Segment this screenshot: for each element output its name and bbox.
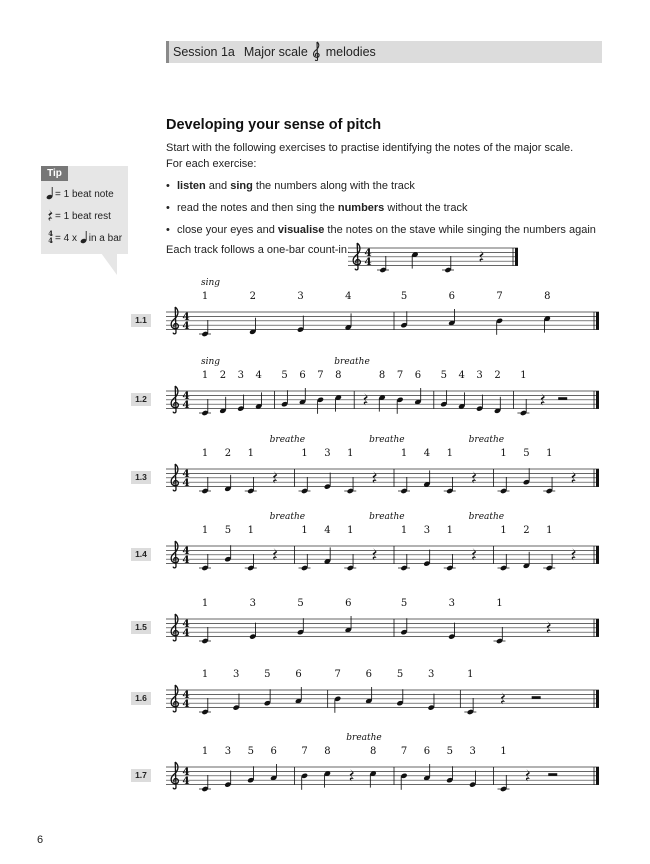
quarter-rest-shape <box>373 471 377 483</box>
quarter-rest-shape <box>547 621 551 633</box>
scale-degree-number: 4 <box>458 370 465 381</box>
instruction-item: • close your eyes and visualise the notes on the stave while singing the numbers again <box>166 222 606 244</box>
performance-direction: breathe <box>269 512 306 522</box>
scale-degree-number: 8 <box>544 291 551 302</box>
scale-degree-number: 1 <box>347 525 354 536</box>
scale-degree-number: 3 <box>427 669 435 680</box>
section-title: Developing your sense of pitch <box>166 117 382 133</box>
performance-direction: breathe <box>369 512 405 522</box>
time-signature-top: 4 <box>182 389 190 402</box>
scale-degree-number: 1 <box>247 448 254 459</box>
scale-degree-number: 5 <box>281 370 288 381</box>
time-signature-bottom: 4 <box>182 698 190 711</box>
scale-degree-number: 8 <box>369 746 377 757</box>
quarter-rest-shape <box>350 769 354 781</box>
scale-degree-number: 7 <box>496 291 503 302</box>
page-number: 6 <box>37 834 44 846</box>
time-signature-top: 4 <box>182 310 190 323</box>
quarter-rest-shape <box>479 250 483 262</box>
exercise-label-1-3: 1.3 <box>131 471 151 484</box>
staff-1.2 <box>166 357 599 416</box>
tip-quarter-rest: = 1 beat rest <box>46 208 111 222</box>
performance-direction: breathe <box>468 512 505 522</box>
quarter-rest <box>572 471 576 483</box>
instruction-item: • listen and sing the numbers along with the track <box>166 178 606 200</box>
tip-time-signature: 4 4 = 4 x in a bar <box>46 230 122 244</box>
scale-degree-number: 1 <box>201 669 209 680</box>
quarter-rest <box>472 548 476 560</box>
scale-degree-number: 3 <box>423 525 431 536</box>
exercise-label-1-5: 1.5 <box>131 621 151 634</box>
session-topic-pre: Major scale <box>243 45 308 59</box>
scale-degree-number: 1 <box>500 746 507 757</box>
half-rest <box>558 397 567 400</box>
time-signature-bottom: 4 <box>182 554 190 567</box>
scale-degree-number: 2 <box>249 291 256 302</box>
scale-degree-number: 1 <box>201 448 209 459</box>
quarter-rest-shape <box>373 548 377 560</box>
scale-degree-number: 1 <box>500 448 507 459</box>
quarter-rest-shape <box>541 393 545 405</box>
exercise-label-1-4: 1.4 <box>131 548 151 561</box>
quarter-rest-shape <box>273 471 277 483</box>
intro-line-2: For each exercise: <box>166 158 257 170</box>
tip-label: Tip <box>41 166 68 181</box>
time-signature-bottom: 4 <box>182 775 190 788</box>
scale-degree-number: 6 <box>365 669 373 680</box>
svg-text:4: 4 <box>48 236 53 244</box>
performance-direction: breathe <box>369 435 405 445</box>
quarter-rest <box>373 548 377 560</box>
scale-degree-number: 1 <box>520 370 527 381</box>
scale-degree-number: 2 <box>224 448 232 459</box>
staff-1.3 <box>166 435 599 494</box>
scale-degree-number: 5 <box>446 746 453 757</box>
scale-degree-number: 1 <box>301 448 308 459</box>
scale-degree-number: 1 <box>546 448 553 459</box>
scale-degree-number: 1 <box>400 525 408 536</box>
scale-degree-number: 5 <box>264 669 271 680</box>
quarter-rest <box>472 471 476 483</box>
staff-1.1 <box>166 278 599 337</box>
scale-degree-number: 3 <box>232 669 240 680</box>
scale-degree-number: 5 <box>523 448 530 459</box>
scale-degree-number: 1 <box>347 448 354 459</box>
scale-degree-number: 1 <box>446 525 453 536</box>
count-in-staff <box>348 243 518 273</box>
scale-degree-number: 8 <box>324 746 331 757</box>
time-signature-top: 4 <box>182 765 190 778</box>
scale-degree-number: 6 <box>270 746 277 757</box>
intro-line-1: Start with the following exercises to practise identifying the notes of the major scale. <box>166 142 574 154</box>
quarter-rest-shape <box>364 393 368 405</box>
quarter-rest-shape <box>572 548 576 560</box>
scale-degree-number: 1 <box>247 525 254 536</box>
exercise-label-1-2: 1.2 <box>131 393 151 406</box>
scale-degree-number: 7 <box>396 370 404 381</box>
scale-degree-number: 1 <box>467 669 474 680</box>
scale-degree-number: 3 <box>224 746 232 757</box>
quarter-rest <box>479 250 483 262</box>
scale-degree-number: 6 <box>295 669 302 680</box>
exercise-label-1-6: 1.6 <box>131 692 151 705</box>
session-number: Session 1a <box>173 45 235 59</box>
scale-degree-number: 6 <box>414 370 422 381</box>
time-signature-bottom: 4 <box>182 399 190 412</box>
scale-degree-number: 7 <box>334 669 341 680</box>
time-signature-bottom: 4 <box>364 256 372 269</box>
performance-direction: breathe <box>269 435 306 445</box>
time-signature-bottom: 4 <box>182 477 190 490</box>
quarter-rest-shape <box>572 471 576 483</box>
quarter-rest <box>373 471 377 483</box>
scale-degree-number: 5 <box>297 598 304 609</box>
scale-degree-number: 3 <box>249 598 256 609</box>
scale-degree-number: 7 <box>301 746 308 757</box>
exercise-label-1-1: 1.1 <box>131 314 151 327</box>
quarter-rest <box>547 621 551 633</box>
scale-degree-number: 1 <box>201 525 209 536</box>
scale-degree-number: 6 <box>423 746 431 757</box>
staff-1.4 <box>166 512 599 571</box>
instruction-item: • read the notes and then sing the numbers without the track <box>166 200 606 222</box>
quarter-rest <box>350 769 354 781</box>
quarter-rest <box>526 769 530 781</box>
quarter-rest-shape <box>472 471 476 483</box>
exercise-label-1-7: 1.7 <box>131 769 151 782</box>
scale-degree-number: 1 <box>500 525 507 536</box>
scale-degree-number: 4 <box>423 448 431 459</box>
svg-text:4: 4 <box>48 230 53 239</box>
time-signature-top: 4 <box>182 544 190 557</box>
quarter-rest <box>501 692 505 704</box>
time-signature-bottom: 4 <box>182 627 190 640</box>
time-signature-top: 4 <box>364 246 372 259</box>
scale-degree-number: 6 <box>448 291 455 302</box>
scale-degree-number: 1 <box>400 448 408 459</box>
count-in-text: Each track follows a one-bar count-in. <box>166 244 351 256</box>
scale-degree-number: 3 <box>297 291 304 302</box>
scale-degree-number: 1 <box>201 370 209 381</box>
performance-direction: breathe <box>346 733 382 743</box>
staff-1.6 <box>166 669 599 715</box>
scale-degree-number: 2 <box>494 370 501 381</box>
session-topic-post: melodies <box>325 45 376 59</box>
scale-degree-number: 5 <box>224 525 232 536</box>
time-signature-bottom: 4 <box>182 320 190 333</box>
scale-degree-number: 8 <box>335 370 342 381</box>
scale-degree-number: 4 <box>345 291 352 302</box>
performance-direction: sing <box>201 357 221 367</box>
scale-degree-number: 4 <box>324 525 331 536</box>
quarter-rest-shape <box>472 548 476 560</box>
quarter-rest <box>572 548 576 560</box>
half-rest <box>548 773 557 776</box>
quarter-rest <box>364 393 368 405</box>
half-rest <box>532 696 541 699</box>
time-signature-top: 4 <box>182 467 190 480</box>
scale-degree-number: 5 <box>400 291 408 302</box>
tip-quarter-note: = 1 beat note <box>46 186 114 200</box>
performance-direction: breathe <box>334 357 370 367</box>
quarter-rest-shape <box>273 548 277 560</box>
scale-degree-number: 5 <box>440 370 447 381</box>
scale-degree-number: 1 <box>496 598 503 609</box>
staff-1.7 <box>166 733 599 792</box>
scale-degree-number: 3 <box>476 370 483 381</box>
scale-degree-number: 1 <box>201 291 209 302</box>
scale-degree-number: 8 <box>378 370 386 381</box>
scale-degree-number: 3 <box>324 448 331 459</box>
quarter-rest-shape <box>526 769 530 781</box>
time-signature-top: 4 <box>182 688 190 701</box>
scale-degree-number: 1 <box>446 448 453 459</box>
scale-degree-number: 3 <box>237 370 244 381</box>
scale-degree-number: 7 <box>317 370 324 381</box>
scale-degree-number: 6 <box>299 370 306 381</box>
scale-degree-number: 1 <box>546 525 553 536</box>
scale-degree-number: 3 <box>469 746 476 757</box>
quarter-rest-shape <box>501 692 505 704</box>
scale-degree-number: 5 <box>396 669 404 680</box>
quarter-rest <box>273 548 277 560</box>
scale-degree-number: 6 <box>345 598 352 609</box>
scale-degree-number: 2 <box>523 525 530 536</box>
scale-degree-number: 3 <box>448 598 455 609</box>
scale-degree-number: 1 <box>201 746 209 757</box>
staff-1.5 <box>166 598 599 644</box>
scale-degree-number: 1 <box>201 598 209 609</box>
scale-degree-number: 5 <box>400 598 408 609</box>
scale-degree-number: 1 <box>301 525 308 536</box>
scale-degree-number: 2 <box>219 370 227 381</box>
quarter-rest <box>541 393 545 405</box>
scale-degree-number: 5 <box>247 746 254 757</box>
scale-degree-number: 4 <box>255 370 262 381</box>
performance-direction: breathe <box>468 435 505 445</box>
performance-direction: sing <box>201 278 221 288</box>
scale-degree-number: 7 <box>400 746 408 757</box>
time-signature-top: 4 <box>182 617 190 630</box>
quarter-rest <box>273 471 277 483</box>
